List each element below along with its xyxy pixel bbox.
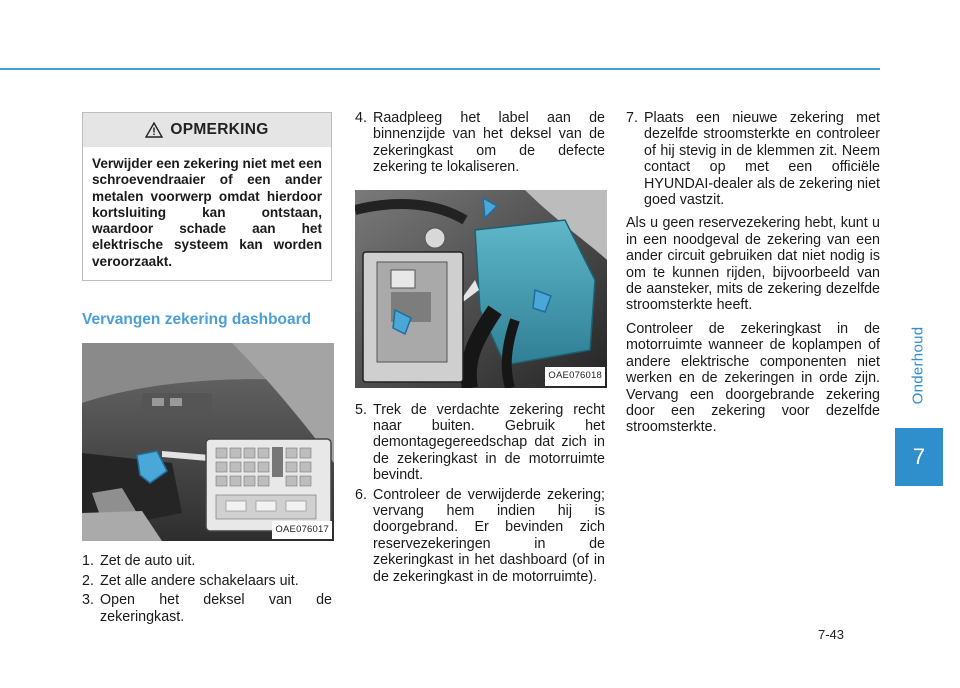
chapter-tab-text: Onderhoud — [909, 326, 927, 404]
chapter-number-tab: 7 — [895, 428, 943, 486]
dashboard-fusebox-photo — [82, 343, 334, 541]
note-box — [82, 112, 332, 281]
step-item: 5. Trek de verdachte zekering recht naar buiten. Gebruik het demontagegereedschap dat zich in de zekeringkast in de motorruimte bevindt. — [355, 401, 605, 484]
step-item: 4. Raadpleeg het label aan de binnenzijde van het deksel van de zekeringkast om de defecte zekering te lokaliseren. — [355, 110, 605, 176]
engine-illustration — [355, 190, 607, 388]
step-item: 2. Zet alle andere schakelaars uit. — [82, 572, 299, 589]
paragraph-engine-check: Controleer de zekeringkast in de motorruimte wanneer de koplampen of andere elektrische componenten niet werken en de zekeringen in orde zijn. Vervang een doorgebrande zekering door een zekering voor dezelfde stroomsterkte. — [626, 320, 880, 436]
page-number: 7-43 — [818, 627, 845, 642]
step-item: 6. Controleer de verwijderde zekering; vervang hem indien hij is doorgebrand. Er bevinden zich reservezekeringen in de zekeringkast in het dashboard (of in de zekeringkast in de motorruimte). — [355, 486, 605, 585]
column-right — [626, 110, 880, 436]
chapter-tab-label — [893, 300, 943, 430]
section-heading: Vervangen zekering dashboard — [82, 311, 312, 329]
paragraph-spare-fuse: Als u geen reservezekering hebt, kunt u in een noodgeval de zekering van een ander circuit gebruiken dat niet nodig is om te kunnen rijden, bijvoorbeeld van de aansteker, mits de zekering dezelfde stroomsterkte heeft. — [626, 215, 880, 314]
top-rule — [0, 68, 880, 70]
step-item: 3. Open het deksel van de zekeringkast. — [82, 592, 332, 625]
steps-list-4 — [626, 110, 880, 208]
column-middle — [355, 110, 605, 588]
figure-code: OAE076017 — [272, 521, 332, 539]
column-left — [82, 112, 332, 628]
steps-list-1 — [82, 553, 332, 625]
dashboard-illustration — [82, 343, 334, 541]
step-item: 7. Plaats een nieuwe zekering met dezelfde stroomsterkte en controleer of hij stevig in de klemmen zit. Neem contact op met een officiële HYUNDAI-dealer als de zekering niet goed vastzit. — [626, 110, 881, 209]
engine-fusebox-photo — [355, 190, 607, 388]
steps-list-3 — [355, 402, 605, 585]
warning-icon — [145, 122, 163, 138]
figure-code: OAE076018 — [545, 367, 605, 385]
steps-list-2 — [355, 110, 605, 176]
step-item: 1. Zet de auto uit. — [82, 553, 196, 570]
note-header — [83, 113, 331, 147]
note-title: OPMERKING — [170, 120, 269, 138]
note-text: Verwijder een zekering niet met een schroevendraaier of een ander metalen voorwerp omdat hierdoor kortsluiting kan ontstaan, waardoor schade aan het elektrische systeem kan worden veroorzaakt. — [92, 156, 322, 269]
